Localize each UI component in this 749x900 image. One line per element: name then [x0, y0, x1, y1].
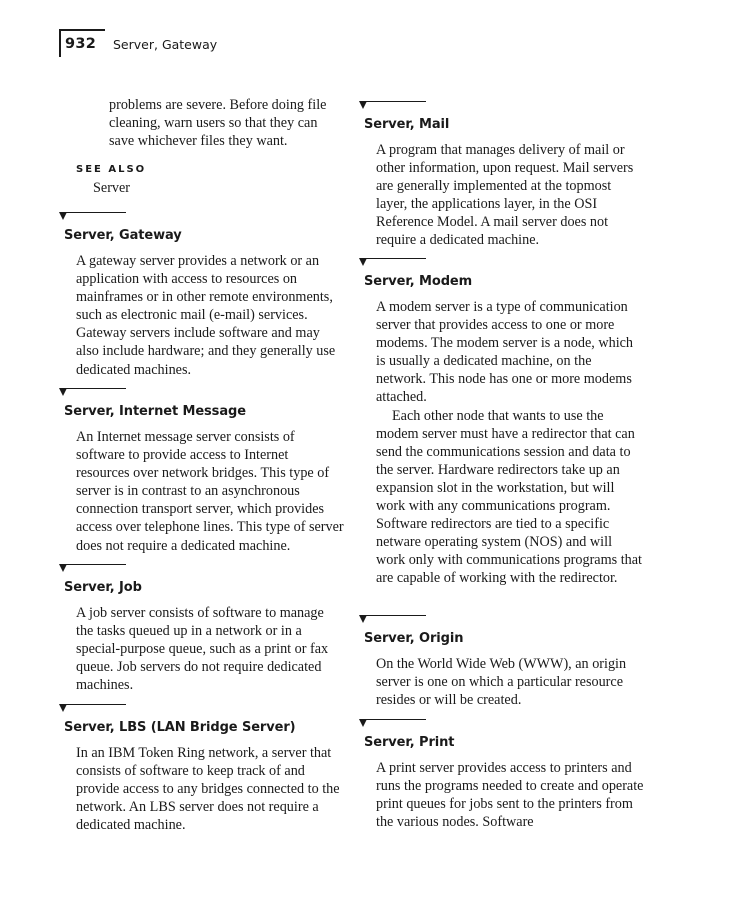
page-number: 932 [65, 36, 97, 52]
entry-body [76, 604, 344, 694]
triangle-marker-icon [359, 258, 367, 266]
entry-paragraph: A job server consists of software to manage the tasks queued up in a network or in a special-purpose queue, such as a print or fax queue. Job servers do not require dedicated machines. [76, 605, 329, 694]
entry-server-mail [364, 101, 644, 250]
see-also-label: SEE ALSO [76, 164, 147, 175]
triangle-marker-icon [359, 719, 367, 727]
triangle-marker-icon [359, 615, 367, 623]
triangle-marker-icon [359, 101, 367, 109]
entry-body [376, 759, 644, 831]
entry-marker [364, 258, 644, 270]
entry-marker [64, 388, 344, 400]
entry-paragraph: On the World Wide Web (WWW), an origin server is one on which a particular resource resides or will be created. [376, 656, 627, 709]
entry-paragraph: A program that manages delivery of mail or other information, upon request. Mail servers are generally implemented at the topmost layer, the applications layer, in the OSI Reference Model. A mail server does not require a dedicated machine. [376, 142, 634, 249]
entry-marker [364, 719, 644, 731]
entry-paragraph: A gateway server provides a network or an application with access to resources on mainframes or in other remote environments, such as electronic mail (e-mail) services. Gateway servers include software and may also include hardware; and they generally use dedicated machines. [76, 253, 336, 378]
entry-server-print [364, 719, 644, 831]
entry-heading: Server, Internet Message [64, 404, 246, 419]
see-also-link[interactable]: Server [93, 180, 131, 196]
continued-line: cleaning, warn users so that they can [109, 115, 318, 132]
entry-body [76, 428, 344, 555]
entry-paragraph: In an IBM Token Ring network, a server that consists of software to keep track of and provide access to any bridges connected to the network. An LBS server does not require a dedicated machine. [76, 745, 340, 834]
triangle-marker-icon [59, 388, 67, 396]
entry-paragraph: An Internet message server consists of software to provide access to Internet resources over network bridges. This type of server is in contrast to an asynchronous connection transport server, which provides access over telephone lines. This type of server does not require a dedicated machine. [76, 429, 344, 554]
entry-server-origin [364, 615, 644, 709]
entry-body [376, 655, 644, 709]
entry-server-job [64, 564, 344, 694]
entry-server-internet-message [64, 388, 344, 555]
entry-server-modem [364, 258, 644, 588]
continued-line: save whichever files they want. [109, 133, 288, 150]
entry-heading: Server, LBS (LAN Bridge Server) [64, 720, 296, 735]
entry-body [376, 298, 644, 588]
entry-paragraph: A print server provides access to printers and runs the programs needed to create and operate print queues for jobs sent to the printers from the various nodes. Software [376, 760, 644, 831]
entry-heading: Server, Origin [364, 631, 464, 646]
entry-marker [364, 101, 644, 113]
entry-body [76, 252, 344, 379]
entry-body [376, 141, 644, 250]
continued-paragraph [109, 96, 349, 150]
entry-heading: Server, Job [64, 580, 142, 595]
entry-heading: Server, Mail [364, 117, 450, 132]
entry-paragraph: Each other node that wants to use the modem server must have a redirector that can send the communications session and data to the server. Hardware redirectors take up an expansion slot in the workstation, but will work with any communications program. Software redirectors are tied to a specific netware operating system (NOS) and will work only with communications programs that are capable of working with the redirector. [376, 407, 642, 587]
entry-server-lbs [64, 704, 344, 834]
entry-body [76, 744, 344, 834]
entry-heading: Server, Modem [364, 274, 473, 289]
entry-heading: Server, Print [364, 735, 455, 750]
entry-paragraph: A modem server is a type of communication server that provides access to one or more modems. The modem server is a node, which is usually a dedicated machine, on the network. This node has one or more modems attached. [376, 299, 634, 406]
entry-marker [64, 564, 344, 576]
triangle-marker-icon [59, 564, 67, 572]
entry-marker [364, 615, 644, 627]
triangle-marker-icon [59, 704, 67, 712]
triangle-marker-icon [59, 212, 67, 220]
entry-marker [64, 704, 344, 716]
entry-server-gateway [64, 212, 344, 379]
entry-heading: Server, Gateway [64, 228, 182, 243]
running-head: Server, Gateway [113, 37, 218, 52]
continued-line: problems are severe. Before doing file [109, 97, 327, 113]
entry-marker [64, 212, 344, 224]
